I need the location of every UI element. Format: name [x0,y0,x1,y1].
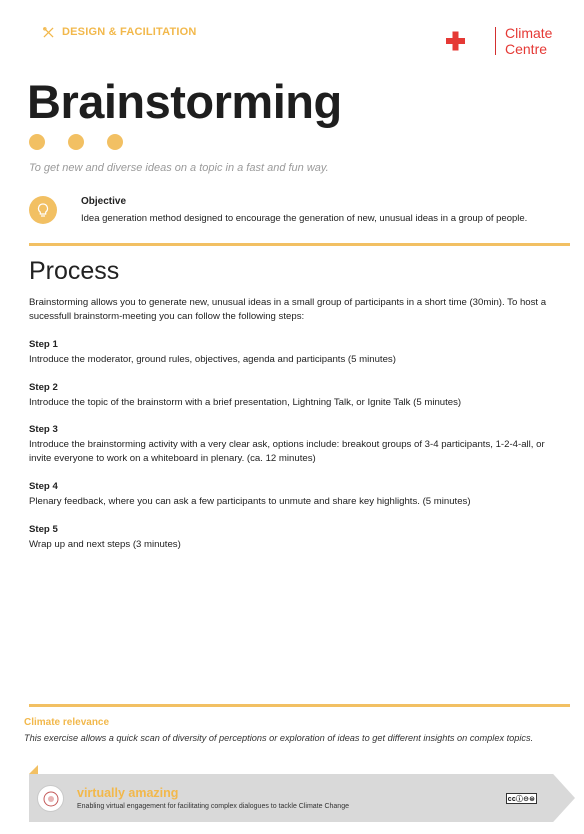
logo-line-1: Climate [505,25,553,41]
tools-icon [43,27,54,38]
step-text: Introduce the topic of the brainstorm with a brief presentation, Lightning Talk, or Ignite Talk (5 minutes) [29,397,462,408]
section-divider [29,243,570,246]
virtually-amazing-logo-icon [37,785,64,812]
step-3 [29,423,563,466]
step-text: Plenary feedback, where you can ask a few participants to unmute and share key highlights. (5 minutes) [29,496,471,507]
page-title: Brainstorming [27,75,342,128]
climate-relevance-text: This exercise allows a quick scan of diversity of perceptions or exploration of ideas to get different insights on complex topics. [24,733,534,743]
dot-1 [29,134,45,150]
footer-divider [29,704,570,707]
step-text: Introduce the moderator, ground rules, objectives, agenda and participants (5 minutes) [29,354,396,365]
red-cross-crescent-icon [444,29,488,53]
lightbulb-icon [29,196,57,224]
step-text: Wrap up and next steps (3 minutes) [29,539,181,550]
logo-line-2: Centre [505,41,548,57]
objective-text: Idea generation method designed to encourage the generation of new, unusual ideas in a group of people. [81,213,528,224]
logo-divider [495,27,496,55]
process-heading: Process [29,257,120,285]
step-title: Step 4 [29,481,58,492]
step-5 [29,523,563,552]
step-title: Step 2 [29,382,58,393]
step-1 [29,338,563,367]
decorative-dots [29,134,123,150]
category-label [43,26,197,38]
banner-fold-icon [29,765,38,774]
footer-subtitle: Enabling virtual engagement for facilitating complex dialogues to tackle Climate Change [77,803,349,810]
creative-commons-icon[interactable]: ccⓘ⊖⊜ [506,793,537,804]
step-title: Step 5 [29,524,58,535]
logo-wordmark [505,25,552,57]
footer-title: virtually amazing [77,786,179,800]
step-title: Step 3 [29,424,58,435]
dot-2 [68,134,84,150]
climate-relevance-heading: Climate relevance [24,717,110,728]
step-4 [29,480,563,509]
process-intro: Brainstorming allows you to generate new, unusual ideas in a small group of participants in a short time (30min). To host a sucessfull brainstorm-meeting you can follow the following steps: [29,297,547,322]
step-title: Step 1 [29,339,58,350]
category-text: DESIGN & FACILITATION [62,26,197,38]
step-text: Introduce the brainstorming activity with a very clear ask, options include: breakout groups of 3-4 participants, 1-2-4-all, or invite everyone to work on a whiteboard in plenary. (ca. 12 minutes) [29,439,545,464]
page-subtitle: To get new and diverse ideas on a topic in a fast and fun way. [29,162,329,174]
step-2 [29,381,563,410]
dot-3 [107,134,123,150]
climate-centre-logo [444,25,552,57]
objective-heading: Objective [81,196,127,207]
